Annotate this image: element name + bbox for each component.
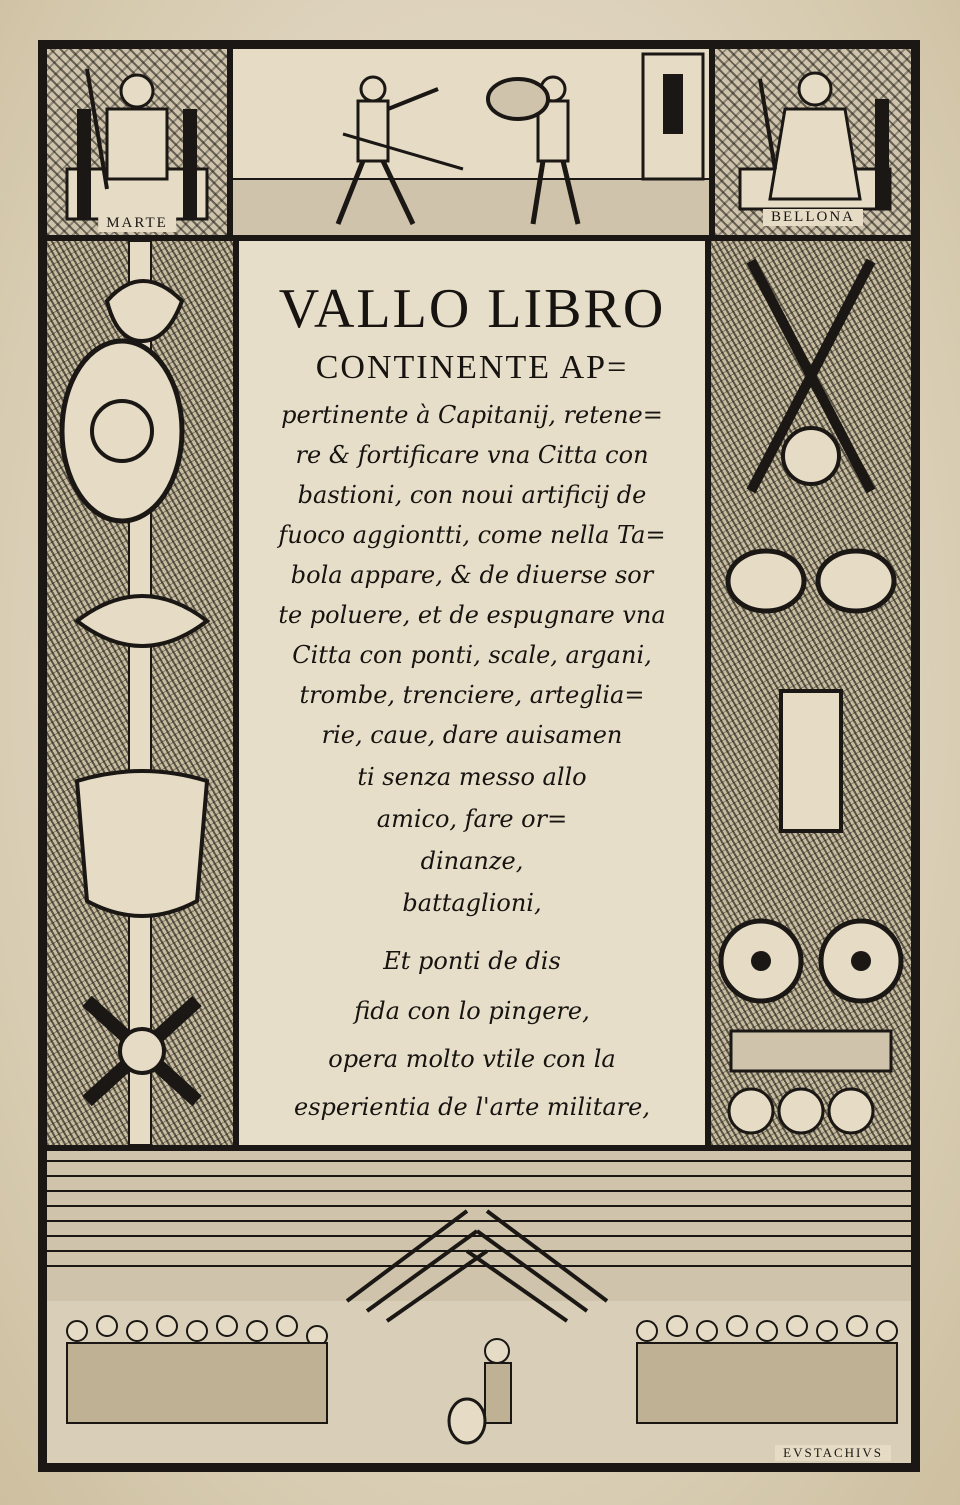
- book-title: VALLO LIBRO: [278, 278, 666, 340]
- title-line-4: bastioni, con noui artificij de: [297, 481, 647, 509]
- cannon-trophy-illustration: [711, 241, 911, 1145]
- battle-scene-illustration: [47, 1151, 911, 1463]
- mars-caption: MARTE: [98, 215, 176, 232]
- title-line-3: re & fortificare vna Citta con: [295, 441, 649, 469]
- panel-bellona: [712, 46, 914, 238]
- panel-left-trophies: [44, 238, 236, 1148]
- duel-scene-illustration: [233, 49, 709, 235]
- panel-right-trophies: [708, 238, 914, 1148]
- panel-mars: [44, 46, 230, 238]
- title-line-17: opera molto vtile con la: [328, 1045, 616, 1073]
- title-line-5: fuoco aggiontti, come nella Ta=: [278, 521, 666, 549]
- panel-battle-scene: [44, 1148, 914, 1466]
- title-text-block: [236, 238, 708, 1148]
- engraver-signature: EVSTACHIVS: [775, 1445, 891, 1461]
- title-line-12: amico, fare or=: [376, 805, 568, 833]
- title-line-9: trombe, trenciere, arteglia=: [299, 681, 645, 709]
- bellona-caption: BELLONA: [763, 209, 863, 226]
- title-line-16: fida con lo pingere,: [354, 997, 590, 1025]
- title-line-10: rie, caue, dare auisamen: [321, 721, 623, 749]
- title-line-7: te poluere, et de espugnare vna: [278, 601, 666, 629]
- title-line-15: Et ponti de dis: [383, 947, 561, 975]
- title-line-18: esperientia de l'arte militare,: [294, 1093, 650, 1121]
- title-line-13: dinanze,: [420, 847, 524, 875]
- armor-trophy-illustration: [47, 241, 233, 1145]
- mars-figure-illustration: [47, 49, 227, 235]
- title-line-8: Citta con ponti, scale, argani,: [292, 641, 652, 669]
- title-line-11: ti senza messo allo: [357, 763, 587, 791]
- title-line-2: pertinente à Capitanij, retene=: [281, 401, 663, 429]
- title-line-1: CONTINENTE AP=: [315, 349, 629, 386]
- panel-duel: [230, 46, 712, 238]
- title-line-14: battaglioni,: [402, 889, 542, 917]
- bellona-figure-illustration: [715, 49, 911, 235]
- title-line-6: bola appare, & de diuerse sor: [290, 561, 654, 589]
